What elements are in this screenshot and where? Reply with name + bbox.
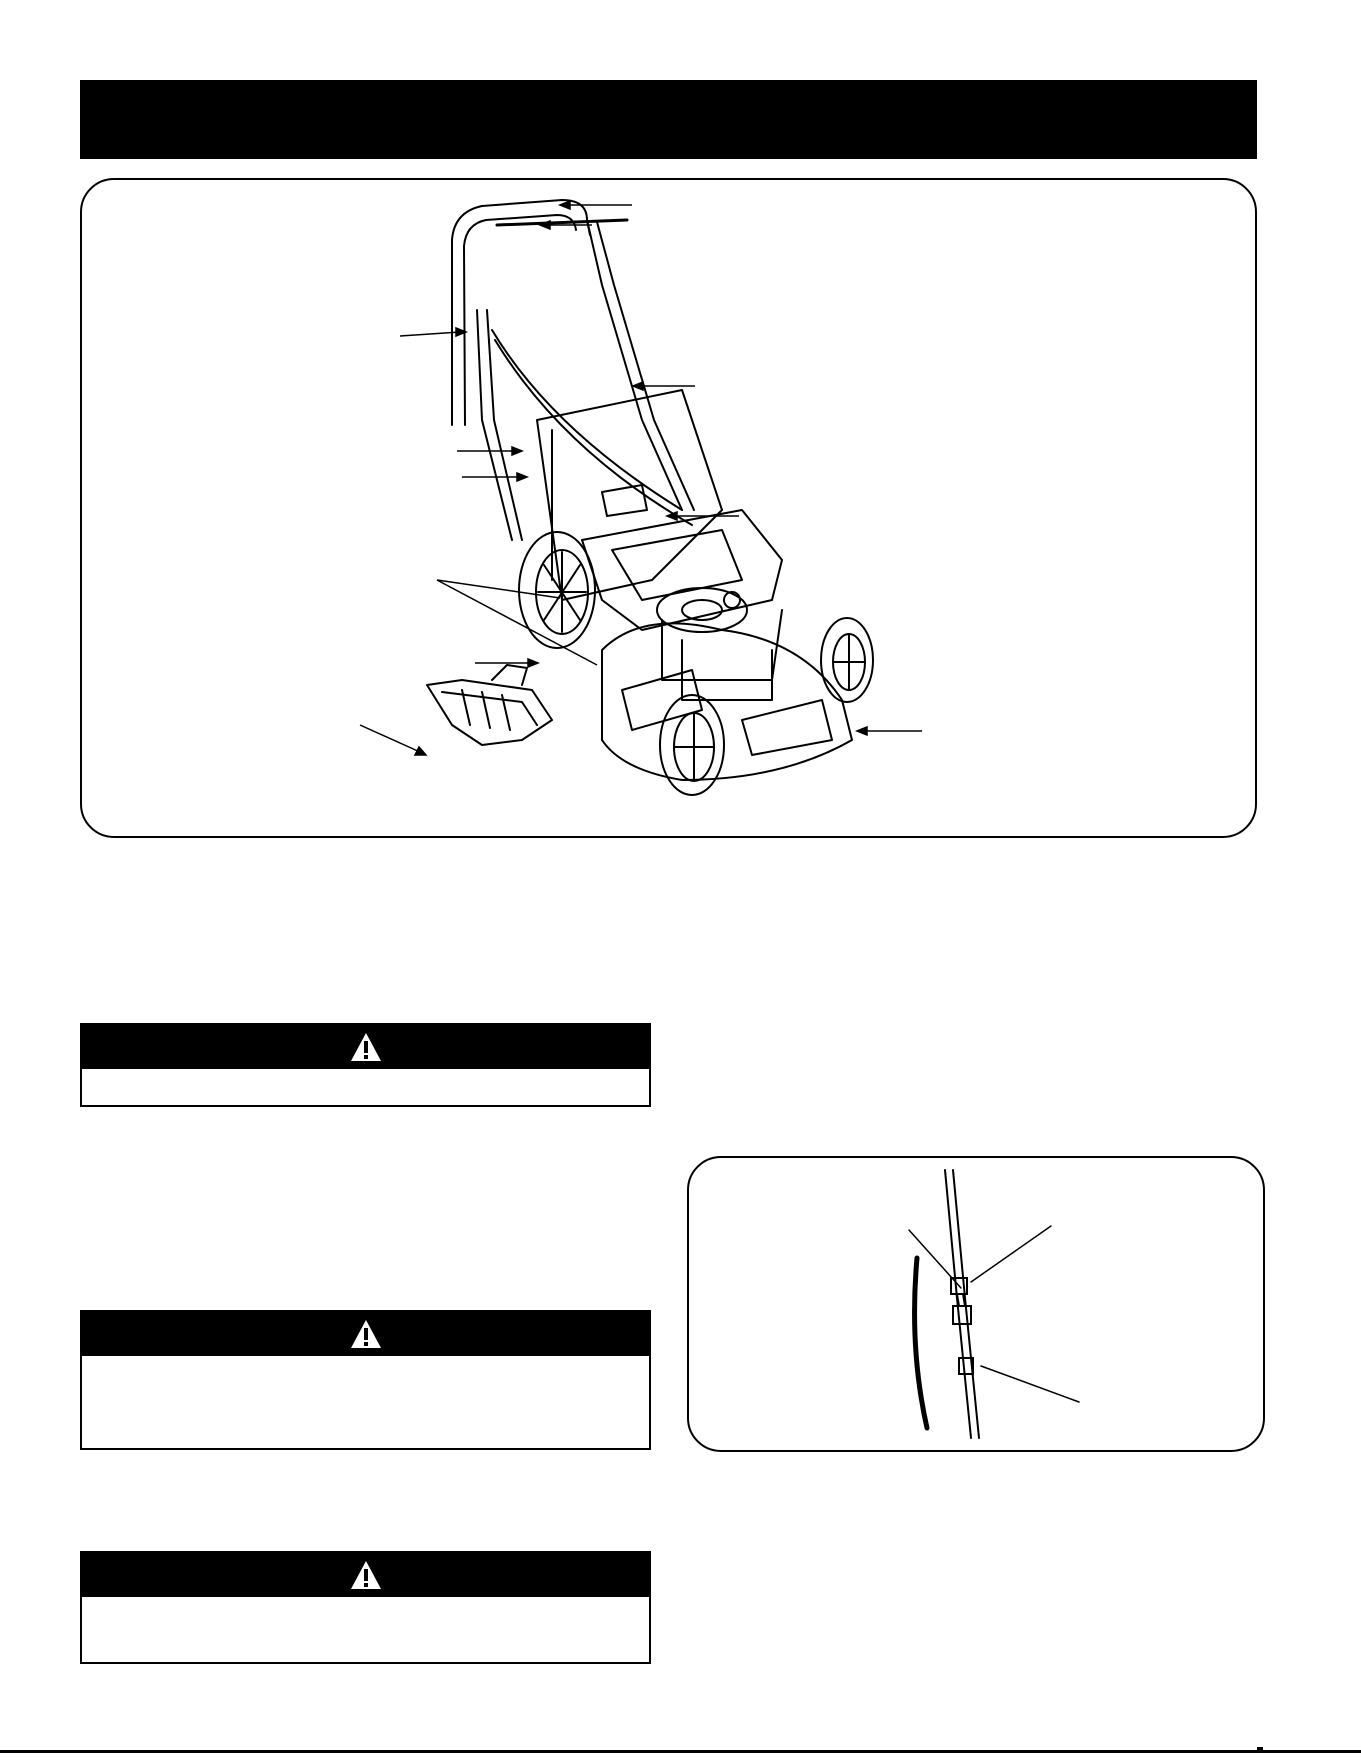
mower-illustration [82,180,1259,840]
warning-triangle-icon [350,1319,382,1349]
cable-adjuster-illustration [689,1158,1267,1454]
page-number-mark [1257,1747,1263,1750]
header-banner [80,80,1257,159]
warning-header [82,1553,649,1597]
handle-tube [915,1258,927,1428]
warning-triangle-icon [350,1560,382,1590]
discharge-chute [427,680,552,745]
warning-box-2 [80,1310,651,1450]
warning-header [82,1312,649,1356]
mower-figure-panel [80,178,1257,838]
warning-triangle-icon [350,1032,382,1062]
cable-figure-panel [687,1156,1265,1452]
footer-rule [0,1750,1361,1753]
warning-box-1 [80,1023,651,1107]
rear-wheel [519,532,595,648]
handle-bar [452,200,590,425]
warning-box-3 [80,1551,651,1664]
warning-header [82,1025,649,1069]
